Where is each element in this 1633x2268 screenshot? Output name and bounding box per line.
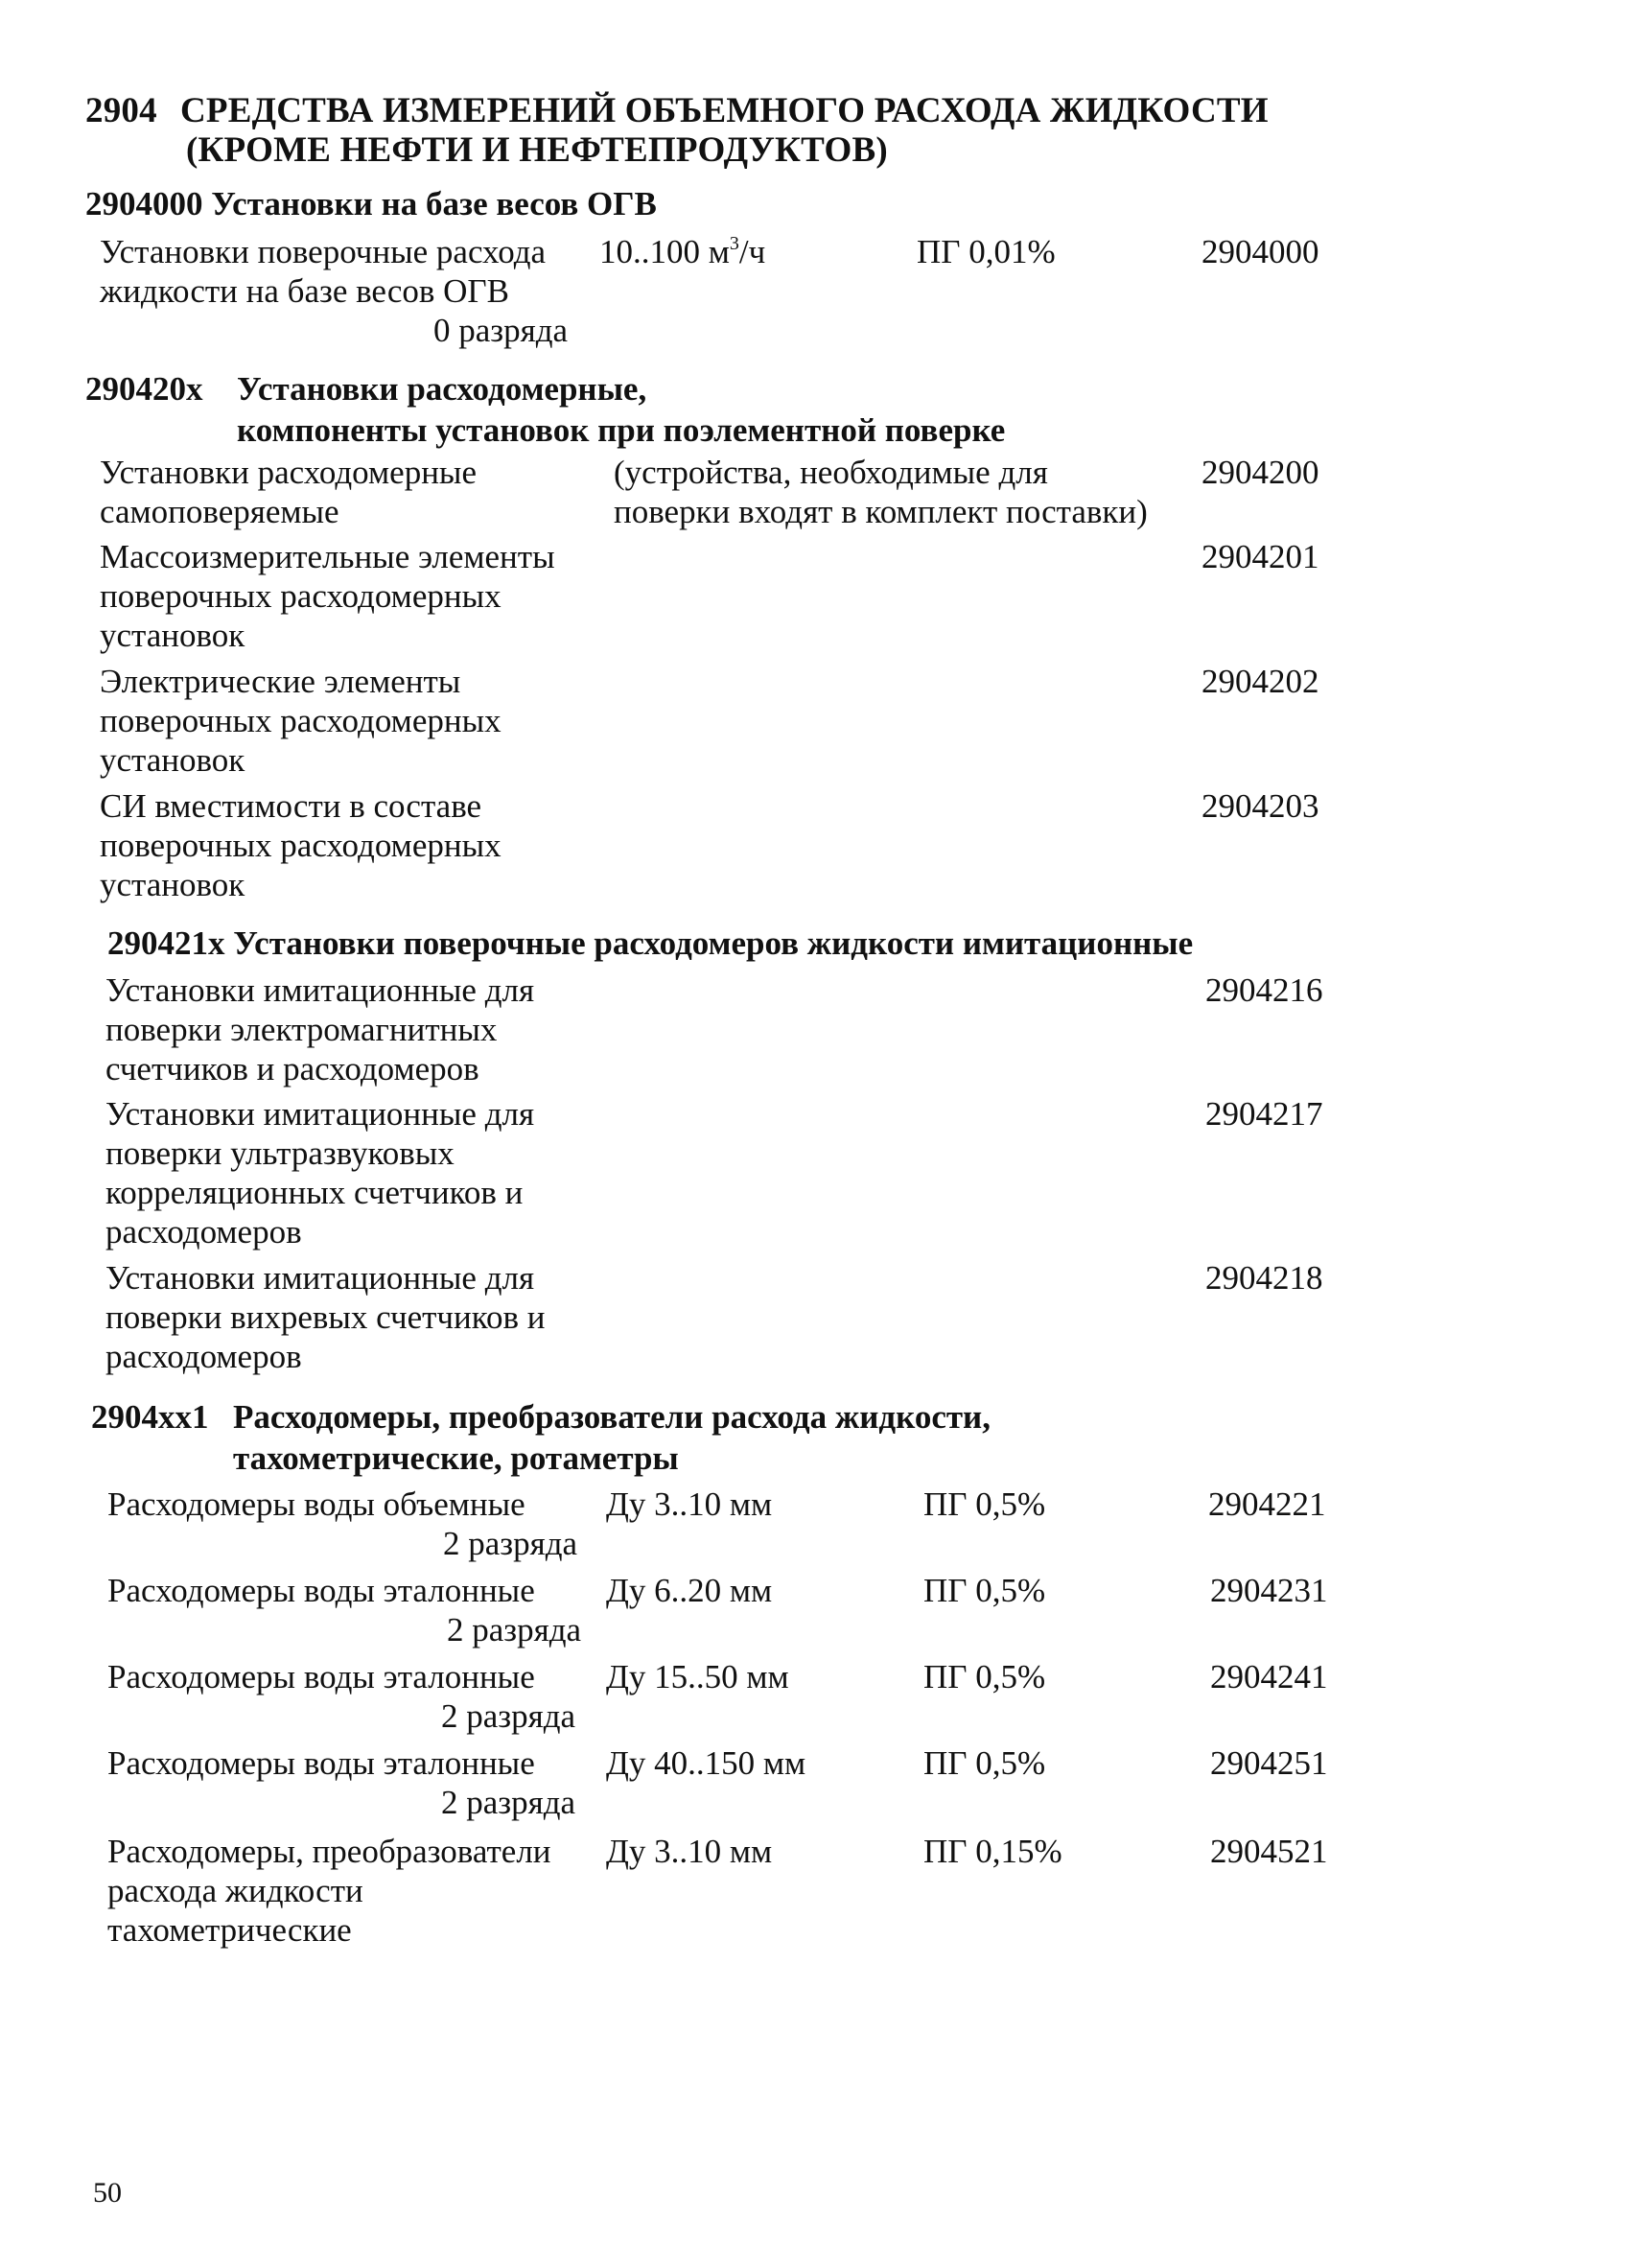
item-name: тахометрические	[107, 1911, 352, 1949]
item-name: Расходомеры, преобразователи	[107, 1833, 551, 1870]
item-rank: 2 разряда	[443, 1525, 578, 1562]
item-name: установок	[100, 741, 245, 779]
item-rank: 2 разряда	[441, 1784, 576, 1821]
item-name: Расходомеры воды эталонные	[107, 1658, 535, 1695]
item-code: 2904203	[1201, 787, 1319, 825]
item-code: 2904200	[1201, 454, 1319, 491]
section-heading-2904000: 2904000 Установки на базе весов ОГВ	[85, 185, 657, 222]
item-error: ПГ 0,5%	[923, 1485, 1046, 1523]
item-range: Ду 15..50 мм	[606, 1658, 789, 1695]
item-code: 2904251	[1210, 1744, 1328, 1782]
item-code: 2904221	[1208, 1485, 1326, 1523]
item-name: поверки электромагнитных	[105, 1011, 498, 1048]
item-rank: 2 разряда	[447, 1611, 582, 1648]
item-code: 2904231	[1210, 1572, 1328, 1609]
item-range: Ду 3..10 мм	[606, 1485, 773, 1523]
item-code: 2904521	[1210, 1833, 1328, 1870]
section-code-2904xx1: 2904хх1	[91, 1398, 209, 1436]
item-code: 2904202	[1201, 663, 1319, 700]
item-name: Расходомеры воды эталонные	[107, 1572, 535, 1609]
item-name: Расходомеры воды эталонные	[107, 1744, 535, 1782]
item-error: ПГ 0,5%	[923, 1658, 1046, 1695]
item-name: расхода жидкости	[107, 1872, 363, 1909]
item-name: жидкости на базе весов ОГВ	[100, 272, 509, 310]
item-error: ПГ 0,01%	[917, 233, 1056, 270]
item-code: 2904217	[1205, 1095, 1323, 1133]
item-name: поверочных расходомерных	[100, 577, 502, 615]
item-name: расходомеров	[105, 1213, 302, 1251]
item-code: 2904216	[1205, 971, 1323, 1009]
section-code-290420x: 290420х	[85, 370, 203, 408]
item-code: 2904201	[1201, 538, 1319, 575]
item-name: Установки имитационные для	[105, 971, 535, 1009]
item-error: ПГ 0,5%	[923, 1744, 1046, 1782]
item-error: ПГ 0,15%	[923, 1833, 1062, 1870]
item-note: (устройства, необходимые для	[614, 454, 1048, 491]
item-name: Электрические элементы	[100, 663, 461, 700]
item-name: корреляционных счетчиков и	[105, 1174, 524, 1211]
item-name: расходомеров	[105, 1338, 302, 1375]
section-heading-2904xx1: Расходомеры, преобразователи расхода жидкости,	[233, 1398, 991, 1436]
item-name: Установки имитационные для	[105, 1259, 535, 1297]
item-name: поверочных расходомерных	[100, 702, 502, 739]
range-unit: /ч	[738, 233, 766, 270]
item-name: поверки ультразвуковых	[105, 1134, 455, 1172]
section-heading-290420x-cont: компоненты установок при поэлементной поверке	[237, 411, 1006, 449]
item-name: СИ вместимости в составе	[100, 787, 482, 825]
item-name: Расходомеры воды объемные	[107, 1485, 525, 1523]
page-number: 50	[93, 2177, 122, 2209]
section-heading-290421x: 290421х Установки поверочные расходомеров жидкости имитационные	[107, 924, 1194, 962]
section-heading-2904xx1-cont: тахометрические, ротаметры	[233, 1439, 679, 1477]
page-title: СРЕДСТВА ИЗМЕРЕНИЙ ОБЪЕМНОГО РАСХОДА ЖИДКОСТИ	[180, 91, 1269, 130]
item-range: Ду 3..10 мм	[606, 1833, 773, 1870]
item-error: ПГ 0,5%	[923, 1572, 1046, 1609]
item-name: установок	[100, 617, 245, 654]
item-rank: 0 разряда	[433, 312, 569, 349]
item-code: 2904000	[1201, 233, 1319, 270]
item-code: 2904241	[1210, 1658, 1328, 1695]
item-name: Установки поверочные расхода	[100, 233, 547, 270]
section-code: 2904	[85, 91, 157, 130]
item-name: Установки расходомерные	[100, 454, 477, 491]
item-code: 2904218	[1205, 1259, 1323, 1297]
item-note: поверки входят в комплект поставки)	[614, 493, 1148, 530]
item-range	[599, 232, 765, 272]
item-range: Ду 40..150 мм	[606, 1744, 806, 1782]
item-name: установок	[100, 866, 245, 903]
range-exponent: 3	[729, 233, 739, 254]
range-value: 10..100 м	[599, 233, 730, 270]
item-name: Массоизмерительные элементы	[100, 538, 555, 575]
section-heading-290420x: Установки расходомерные,	[237, 370, 647, 408]
item-name: поверки вихревых счетчиков и	[105, 1298, 546, 1336]
item-name: поверочных расходомерных	[100, 827, 502, 864]
item-name: самоповеряемые	[100, 493, 339, 530]
item-range: Ду 6..20 мм	[606, 1572, 773, 1609]
item-name: счетчиков и расходомеров	[105, 1050, 479, 1087]
page-subtitle: (КРОМЕ НЕФТИ И НЕФТЕПРОДУКТОВ)	[186, 130, 888, 170]
item-name: Установки имитационные для	[105, 1095, 535, 1133]
item-rank: 2 разряда	[441, 1697, 576, 1735]
